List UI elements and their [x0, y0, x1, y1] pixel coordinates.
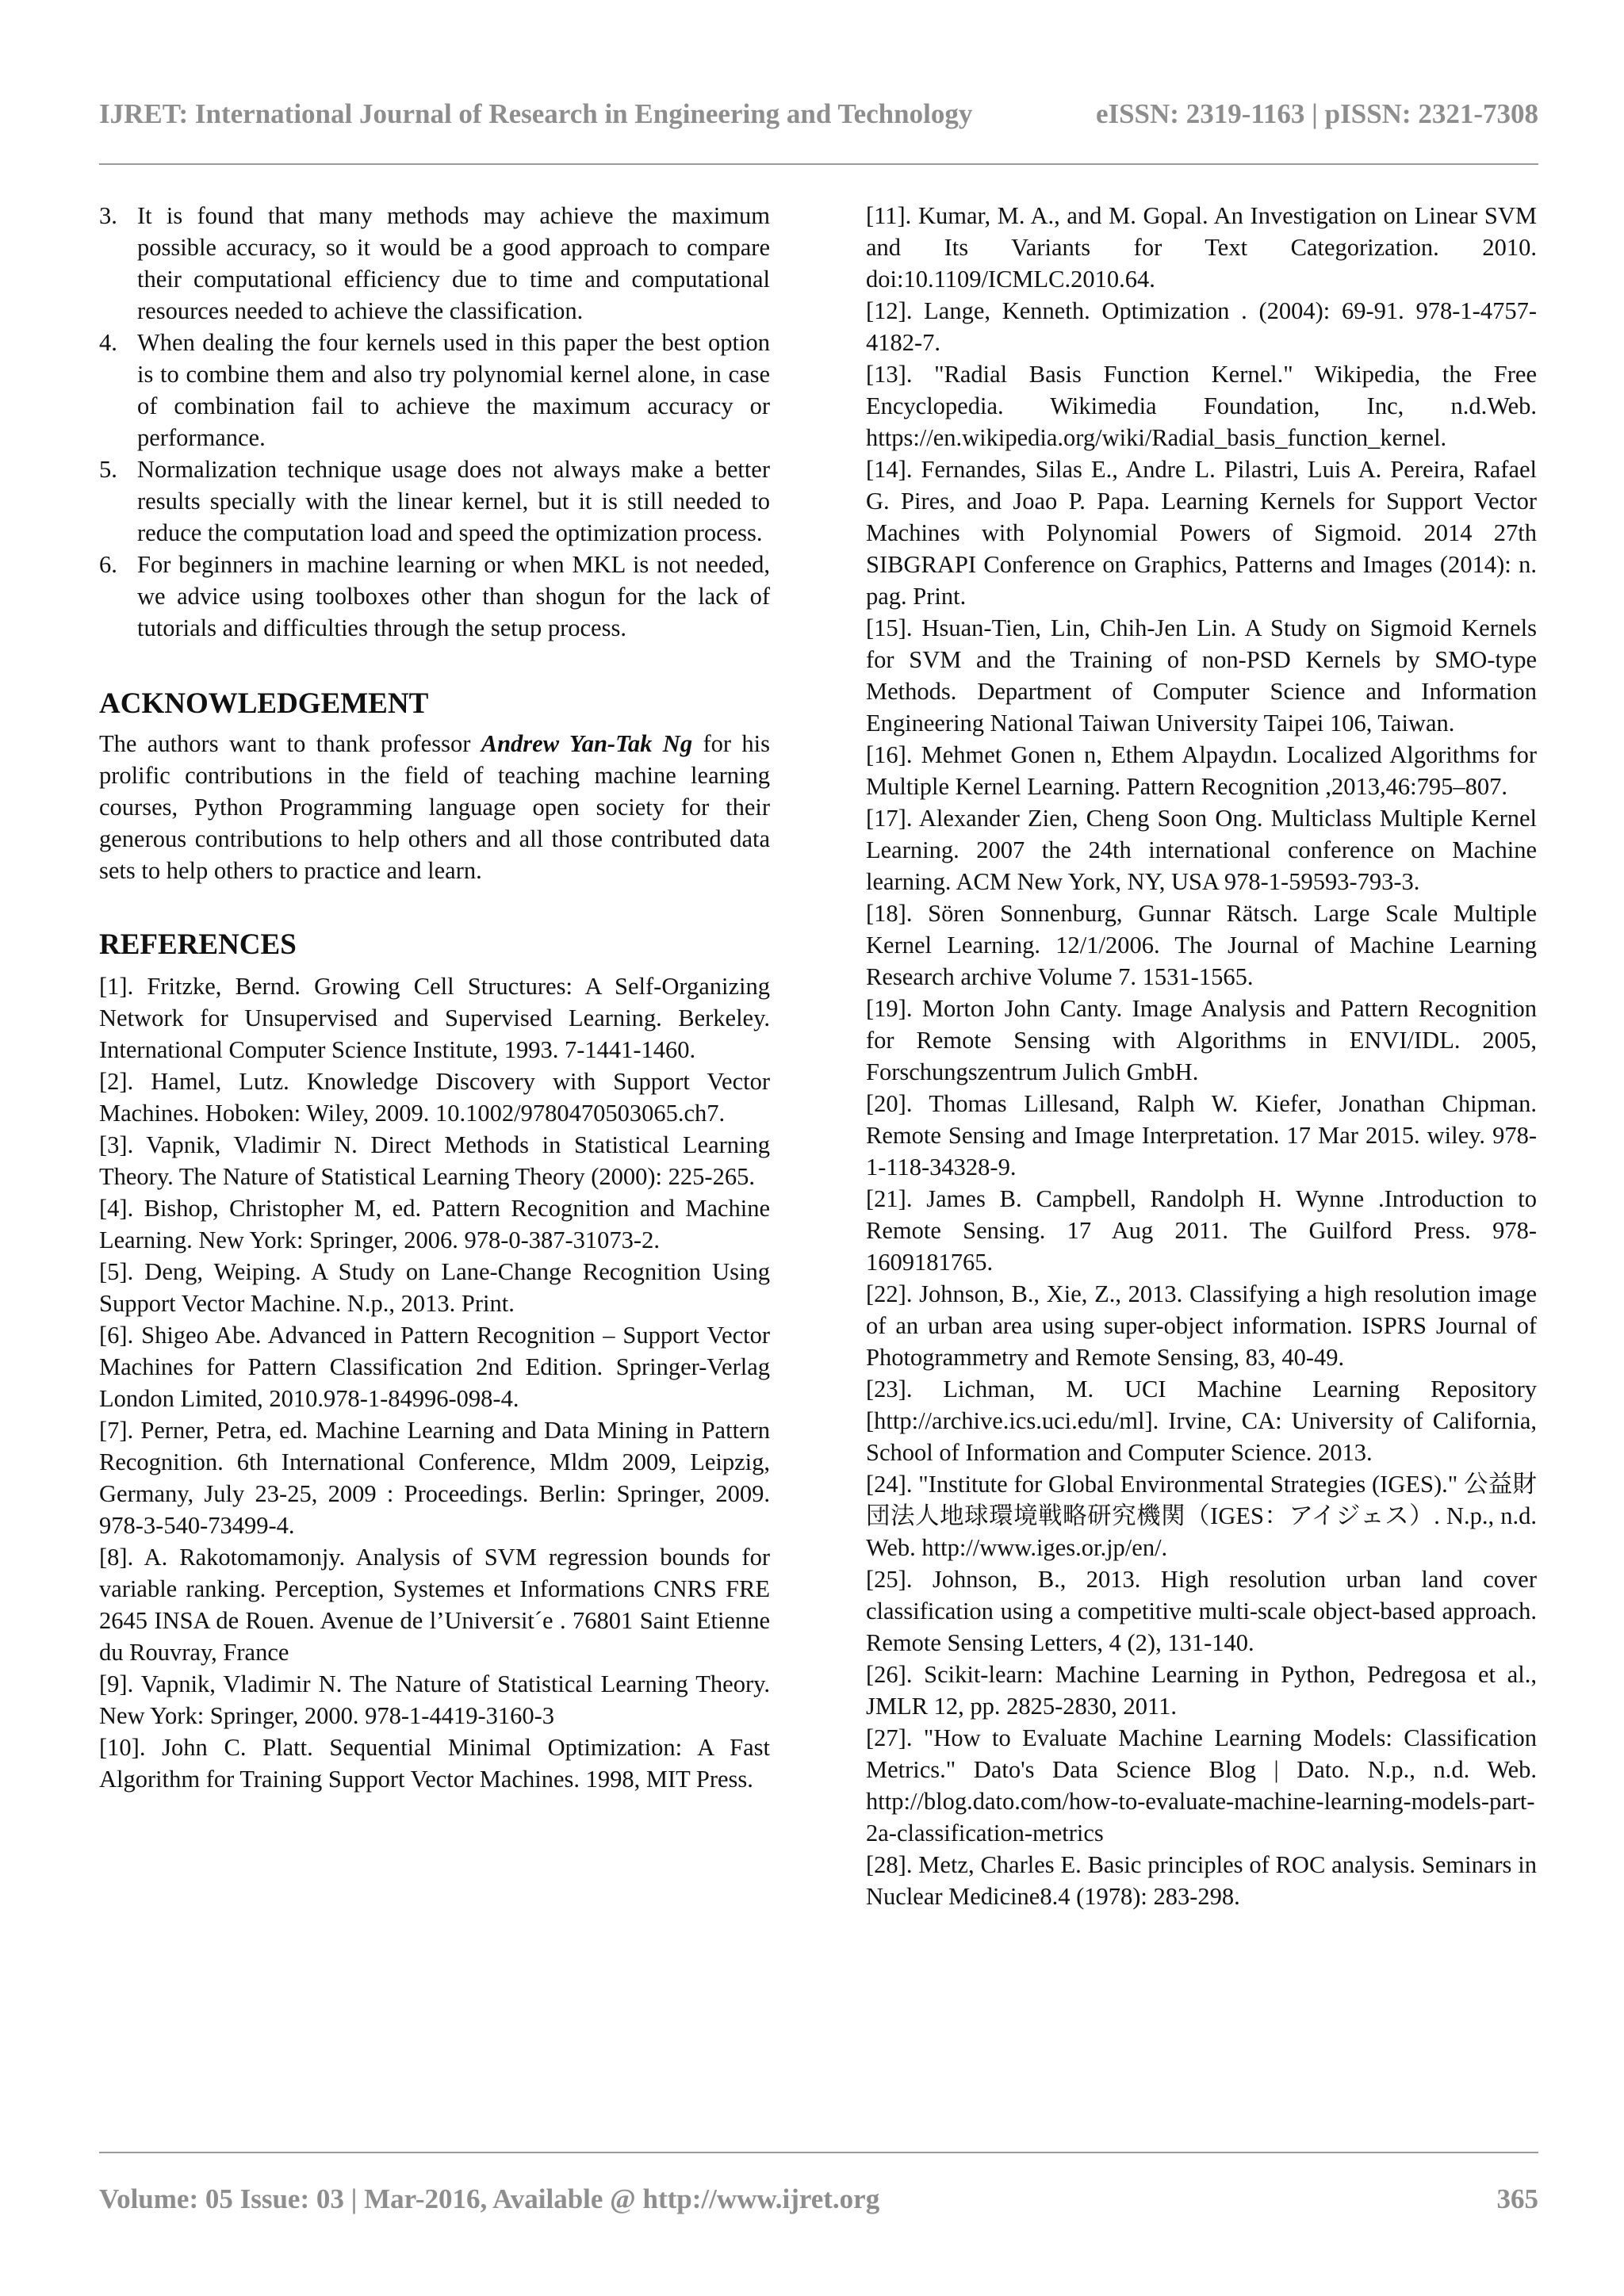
reference-item: [5]. Deng, Weiping. A Study on Lane-Change Recognition Using Support Vector Machine. N.p., 2013. Print.	[99, 1258, 770, 1317]
reference-item: [2]. Hamel, Lutz. Knowledge Discovery with Support Vector Machines. Hoboken: Wiley, 2009. 10.1002/9780470503065.ch7.	[99, 1068, 770, 1127]
right-column	[866, 200, 1537, 1912]
reference-item: [10]. John C. Platt. Sequential Minimal Optimization: A Fast Algorithm for Training Support Vector Machines. 1998, MIT Press.	[99, 1734, 770, 1793]
reference-item: [28]. Metz, Charles E. Basic principles of ROC analysis. Seminars in Nuclear Medicine8.4 (1978): 283-298.	[866, 1851, 1537, 1910]
reference-item: [8]. A. Rakotomamonjy. Analysis of SVM regression bounds for variable ranking. Perception, Systemes et Informations CNRS FRE 2645 INSA de Rouen. Avenue de l’Universit´e . 76801 Saint Etienne du Rouvray, France	[99, 1544, 770, 1666]
reference-item: [14]. Fernandes, Silas E., Andre L. Pilastri, Luis A. Pereira, Rafael G. Pires, and Joao P. Papa. Learning Kernels for Support Vector Machines with Polynomial Powers of Sigmoid. 2014 27th SIBGRAPI Conference on Graphics, Patterns and Images (2014): n. pag. Print.	[866, 456, 1537, 610]
reference-item: [23]. Lichman, M. UCI Machine Learning Repository [http://archive.ics.uci.edu/ml]. Irvine, CA: University of California, School of Information and Computer Science. 2013.	[866, 1376, 1537, 1466]
list-item	[99, 453, 770, 549]
header-divider	[99, 163, 1538, 165]
item-number: 3.	[99, 202, 117, 229]
item-text: It is found that many methods may achieve the maximum possible accuracy, so it would be a good approach to compare their computational efficiency due to time and computational resources needed to achieve the classification.	[137, 202, 770, 324]
item-text: Normalization technique usage does not always make a better results specially with the linear kernel, but it is still needed to reduce the computation load and speed the optimization process.	[137, 456, 770, 546]
reference-item: [22]. Johnson, B., Xie, Z., 2013. Classifying a high resolution image of an urban area using super-object information. ISPRS Journal of Photogrammetry and Remote Sensing, 83, 40-49.	[866, 1280, 1537, 1371]
reference-item: [3]. Vapnik, Vladimir N. Direct Methods in Statistical Learning Theory. The Nature of Statistical Learning Theory (2000): 225-265.	[99, 1131, 770, 1190]
item-number: 5.	[99, 456, 117, 483]
left-column	[99, 200, 770, 1795]
volume-info: Volume: 05 Issue: 03 | Mar-2016, Available @ http://www.ijret.org	[99, 2183, 880, 2214]
reference-item: [9]. Vapnik, Vladimir N. The Nature of Statistical Learning Theory. New York: Springer, 2000. 978-1-4419-3160-3	[99, 1670, 770, 1729]
item-number: 4.	[99, 329, 117, 356]
reference-item: [21]. James B. Campbell, Randolph H. Wynne .Introduction to Remote Sensing. 17 Aug 2011. The Guilford Press. 978-1609181765.	[866, 1185, 1537, 1276]
reference-item: [7]. Perner, Petra, ed. Machine Learning and Data Mining in Pattern Recognition. 6th International Conference, Mldm 2009, Leipzig, Germany, July 23-25, 2009 : Proceedings. Berlin: Springer, 2009. 978-3-540-73499-4.	[99, 1417, 770, 1539]
conclusion-list	[99, 200, 770, 644]
list-item	[99, 327, 770, 453]
reference-item: [19]. Morton John Canty. Image Analysis and Pattern Recognition for Remote Sensing with Algorithms in ENVI/IDL. 2005, Forschungszentrum Julich GmbH.	[866, 995, 1537, 1085]
list-item	[99, 200, 770, 327]
page-number: 365	[1496, 2183, 1538, 2214]
footer-divider	[99, 2152, 1538, 2153]
reference-item: [24]. "Institute for Global Environmental Strategies (IGES)." 公益財団法人地球環境戦略研究機関（IGES：アイジェス）. N.p., n.d. Web. http://www.iges.or.jp/en/.	[866, 1471, 1537, 1561]
references-list-right	[866, 200, 1537, 1912]
issn-label: eISSN: 2319-1163 | pISSN: 2321-7308	[1095, 98, 1538, 129]
list-item	[99, 549, 770, 644]
reference-item: [6]. Shigeo Abe. Advanced in Pattern Recognition – Support Vector Machines for Pattern Classification 2nd Edition. Springer-Verlag London Limited, 2010.978-1-84996-098-4.	[99, 1322, 770, 1412]
ack-text-after: for his prolific contributions in the field of teaching machine learning courses, Python Programming language open society for their generous contributions to help others and all those contributed data sets to help others to practice and learn.	[99, 730, 770, 884]
reference-item: [17]. Alexander Zien, Cheng Soon Ong. Multiclass Multiple Kernel Learning. 2007 the 24th international conference on Machine learning. ACM New York, NY, USA 978-1-59593-793-3.	[866, 805, 1537, 895]
reference-item: [4]. Bishop, Christopher M, ed. Pattern Recognition and Machine Learning. New York: Springer, 2006. 978-0-387-31073-2.	[99, 1195, 770, 1253]
reference-item: [26]. Scikit-learn: Machine Learning in Python, Pedregosa et al., JMLR 12, pp. 2825-2830, 2011.	[866, 1661, 1537, 1720]
item-number: 6.	[99, 551, 117, 578]
acknowledgement-paragraph	[99, 728, 770, 886]
journal-title: IJRET: International Journal of Research in Engineering and Technology	[99, 98, 973, 129]
acknowledgement-heading: ACKNOWLEDGEMENT	[99, 687, 429, 720]
reference-item: [13]. "Radial Basis Function Kernel." Wikipedia, the Free Encyclopedia. Wikimedia Foundation, Inc, n.d.Web. https://en.wikipedia.org/wiki/Radial_basis_function_kernel.	[866, 361, 1537, 451]
reference-item: [27]. "How to Evaluate Machine Learning Models: Classification Metrics." Dato's Data Science Blog | Dato. N.p., n.d. Web. http://blog.dato.com/how-to-evaluate-machine-learning-models-part-2a-classification-metrics	[866, 1724, 1537, 1846]
reference-item: [16]. Mehmet Gonen n, Ethem Alpaydın. Localized Algorithms for Multiple Kernel Learning. Pattern Recognition ,2013,46:795–807.	[866, 741, 1537, 800]
reference-item: [12]. Lange, Kenneth. Optimization . (2004): 69-91. 978-1-4757-4182-7.	[866, 297, 1537, 356]
reference-item: [25]. Johnson, B., 2013. High resolution urban land cover classification using a competitive multi-scale object-based approach. Remote Sensing Letters, 4 (2), 131-140.	[866, 1566, 1537, 1656]
references-list-left	[99, 970, 770, 1795]
item-text: When dealing the four kernels used in this paper the best option is to combine them and also try polynomial kernel alone, in case of combination fail to achieve the maximum accuracy or performance.	[137, 329, 770, 451]
ack-text-before: The authors want to thank professor	[99, 730, 481, 757]
reference-item: [20]. Thomas Lillesand, Ralph W. Kiefer, Jonathan Chipman. Remote Sensing and Image Interpretation. 17 Mar 2015. wiley. 978-1-118-34328-9.	[866, 1090, 1537, 1181]
reference-item: [1]. Fritzke, Bernd. Growing Cell Structures: A Self-Organizing Network for Unsupervised and Supervised Learning. Berkeley. International Computer Science Institute, 1993. 7-1441-1460.	[99, 973, 770, 1063]
item-text: For beginners in machine learning or when MKL is not needed, we advice using toolboxes other than shogun for the lack of tutorials and difficulties through the setup process.	[137, 551, 770, 641]
ack-name: Andrew Yan-Tak Ng	[481, 730, 693, 757]
reference-item: [11]. Kumar, M. A., and M. Gopal. An Investigation on Linear SVM and Its Variants for Text Categorization. 2010. doi:10.1109/ICMLC.2010.64.	[866, 202, 1537, 293]
reference-item: [18]. Sören Sonnenburg, Gunnar Rätsch. Large Scale Multiple Kernel Learning. 12/1/2006. The Journal of Machine Learning Research archive Volume 7. 1531-1565.	[866, 900, 1537, 990]
references-heading: REFERENCES	[99, 928, 297, 961]
reference-item: [15]. Hsuan-Tien, Lin, Chih-Jen Lin. A Study on Sigmoid Kernels for SVM and the Training of non-PSD Kernels by SMO-type Methods. Department of Computer Science and Information Engineering National Taiwan University Taipei 106, Taiwan.	[866, 614, 1537, 737]
